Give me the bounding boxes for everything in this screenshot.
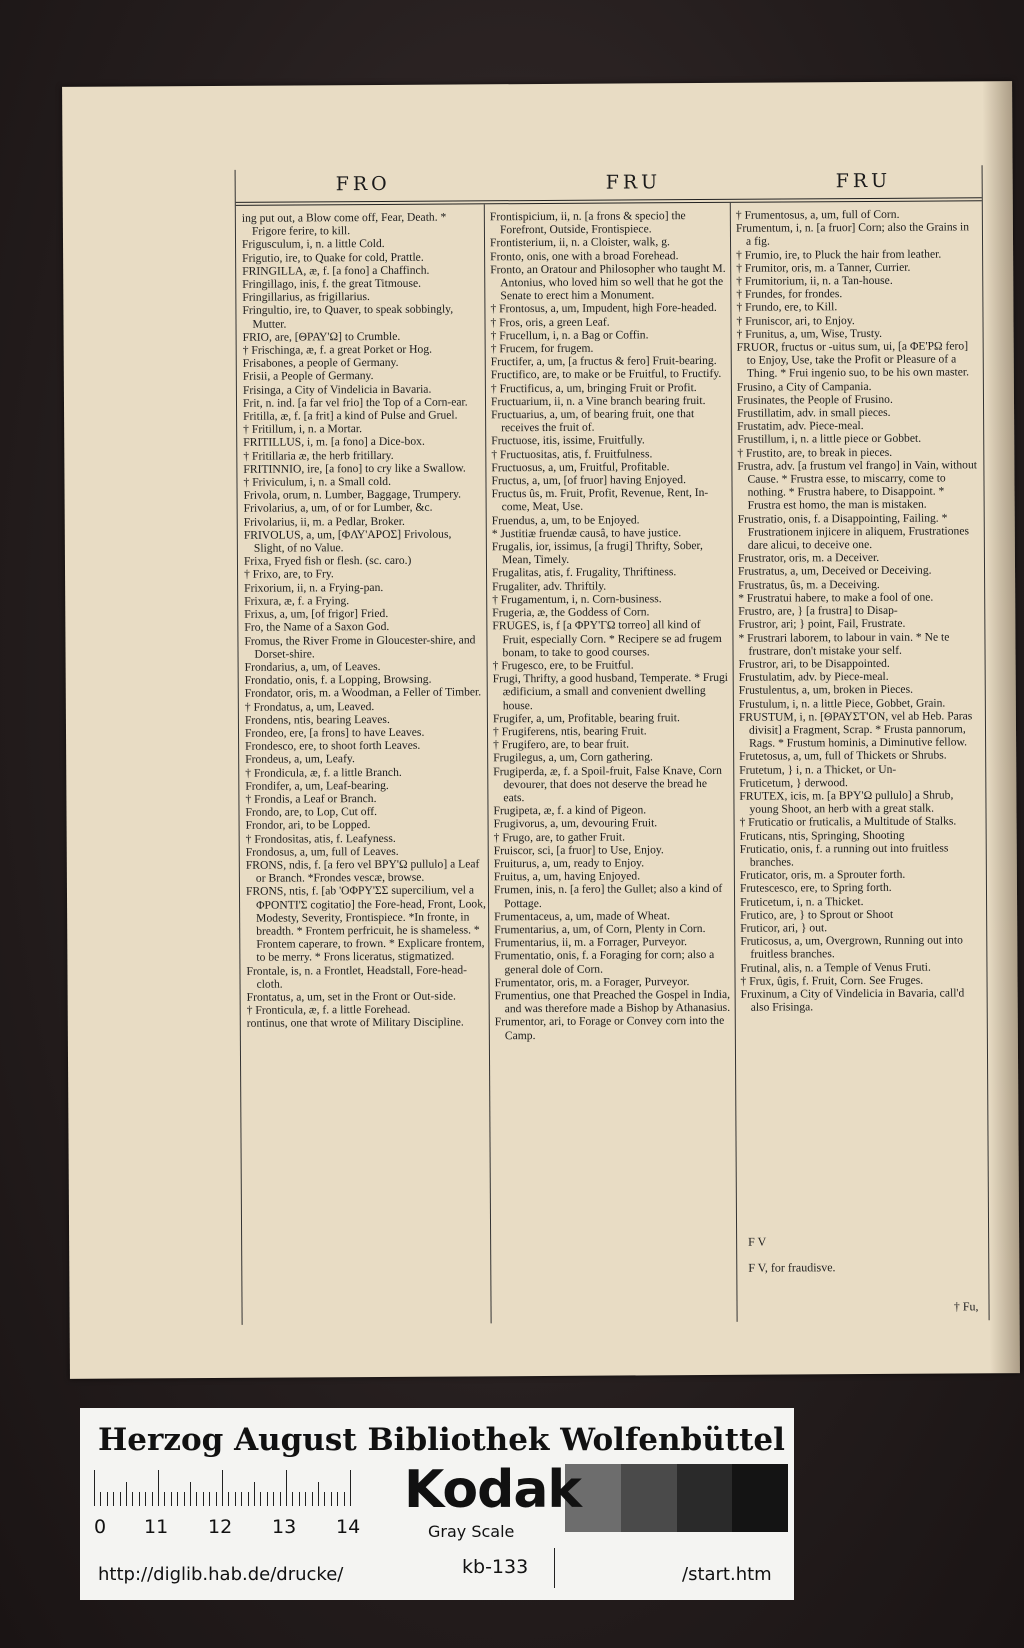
column-middle bbox=[490, 209, 733, 1310]
dictionary-entry: † Frustito, are, to break in pieces. bbox=[737, 445, 893, 460]
ruler-tick bbox=[267, 1492, 268, 1506]
dictionary-entry: Fructuosus, a, um, Fruitful, Profitable. bbox=[491, 460, 670, 475]
dictionary-entry: † Frugiferens, ntis, bearing Fruit. bbox=[492, 724, 647, 739]
ruler-tick bbox=[280, 1492, 281, 1506]
dictionary-entry: * Justitiæ fruendæ causâ, to have justice. bbox=[491, 526, 682, 541]
dictionary-entry: FRUGES, is, f [a ΦΡΥ'ΓΩ torreo] all kind of Fruit, especially Corn. * Recipere se ad frugem bonam, to take to good courses. bbox=[492, 618, 722, 659]
ruler-tick bbox=[222, 1470, 223, 1506]
ruler-tick bbox=[235, 1492, 236, 1506]
dictionary-entry: Fructuarius, a, um, of bearing fruit, one that receives the fruit of. bbox=[491, 407, 695, 435]
dictionary-entry: FRIO, are, [ΘΡΑΥ'Ω] to Crumble. bbox=[242, 329, 401, 344]
library-label bbox=[80, 1408, 794, 1600]
dictionary-entry: rontinus, one that wrote of Military Discipline. bbox=[246, 1015, 464, 1031]
ruler-tick bbox=[286, 1470, 287, 1506]
dictionary-entry: † Frumitorium, ii, n. a Tan-house. bbox=[736, 273, 893, 288]
dictionary-entry: Frisii, a People of Germany. bbox=[242, 369, 374, 384]
dictionary-entry: Frugilegus, a, um, Corn gathering. bbox=[493, 750, 653, 765]
dictionary-entry: Frondosus, a, um, full of Leaves. bbox=[245, 844, 399, 859]
dictionary-entry: Frugivorus, a, um, devouring Fruit. bbox=[493, 816, 658, 831]
dictionary-entry: Frugifer, a, um, Profitable, bearing fruit. bbox=[492, 710, 680, 726]
dictionary-entry: Frumentius, one that Preached the Gospel in India, and was therefore made a Bishop by Athanasius. bbox=[494, 987, 731, 1016]
dictionary-entry: Frixa, Fryed fish or flesh. (sc. caro.) bbox=[243, 554, 412, 569]
gray-swatch bbox=[732, 1464, 788, 1532]
running-head-middle: FRU bbox=[605, 171, 662, 194]
ruler-tick bbox=[318, 1482, 319, 1506]
dictionary-entry: Fructifer, a, um, [a fructus & fero] Fruit-bearing. bbox=[490, 354, 717, 369]
ruler-tick bbox=[184, 1492, 185, 1506]
ruler-tick bbox=[254, 1482, 255, 1506]
dictionary-entry: † Fructificus, a, um, bringing Fruit or Profit. bbox=[490, 380, 697, 395]
dictionary-entry: † Frondis, a Leaf or Branch. bbox=[245, 791, 377, 806]
gray-scale-label: Gray Scale bbox=[428, 1522, 515, 1541]
dictionary-entry: Frustulum, i, n. a little Piece, Gobbet, Grain. bbox=[738, 696, 946, 711]
dictionary-entry: Fro, the Name of a Saxon God. bbox=[244, 620, 390, 635]
dictionary-entry: Frustillum, i, n. a little piece or Gobbet. bbox=[737, 432, 922, 447]
dictionary-entry: Frontispicium, ii, n. [a frons & specio] the Forefront, Outside, Frontispiece. bbox=[489, 209, 686, 237]
dictionary-entry: Fruiscor, sci, [a fruor] to Use, Enjoy. bbox=[493, 843, 664, 858]
ruler-tick bbox=[228, 1492, 229, 1506]
ruler-tick bbox=[350, 1470, 351, 1506]
dictionary-entry: † Frumio, ire, to Pluck the hair from leather. bbox=[736, 247, 942, 262]
dictionary-entry: Fruticetum, } derwood. bbox=[739, 775, 848, 790]
ruler-tick bbox=[344, 1492, 345, 1506]
dictionary-entry: FRONS, ntis, f. [ab 'ΟΦΡΥ'ΣΣ supercilium, vel a ΦΡΟΝΤΙ'Σ cogitatio] the Fore-head, Front, Look, Modesty, Severity, Frontispiece. *In fronte, in breadth. * Frontem perfricuit, he is shameless. * Frontem caperare, to frown. * Explicare frontem, to be merry. * Frons liceratus, stigmatized. bbox=[245, 883, 486, 965]
ruler-tick bbox=[113, 1492, 114, 1506]
dictionary-entry: † Frugo, are, to gather Fruit. bbox=[493, 830, 626, 844]
column-left bbox=[242, 210, 489, 1311]
dictionary-entry: Frondatio, onis, f. a Lopping, Browsing. bbox=[244, 672, 432, 687]
ruler-number: 13 bbox=[272, 1516, 297, 1538]
dictionary-entry: † Fruticatio or fruticalis, a Multitude of Stalks. bbox=[739, 814, 957, 830]
dictionary-entry: † Frucellum, i, n. a Bag or Coffin. bbox=[490, 328, 649, 343]
dictionary-entry: Frustulatim, adv. by Piece-meal. bbox=[738, 669, 889, 684]
dictionary-entry: Fructuarium, ii, n. a Vine branch bearing fruit. bbox=[490, 393, 706, 409]
dictionary-entry: FRITILLUS, i, m. [a fono] a Dice-box. bbox=[243, 435, 425, 450]
ruler-tick bbox=[120, 1492, 121, 1506]
dictionary-entry: Frustratio, onis, f. a Disappointing, Failing. * Frustrationem injicere in aliquem, Frustrationes dare alicui, to deceive one. bbox=[737, 511, 970, 552]
dictionary-entry: Frondator, oris, m. a Woodman, a Feller of Timber. bbox=[244, 685, 482, 701]
scale-ruler bbox=[94, 1470, 364, 1506]
dictionary-entry: FRITINNIO, ire, [a fono] to cry like a Swallow. bbox=[243, 461, 466, 476]
ruler-tick bbox=[241, 1492, 242, 1506]
dictionary-entry: † Frumitor, oris, m. a Tanner, Currier. bbox=[736, 260, 911, 275]
dictionary-entry: Frumentum, i, n. [a fruor] Corn; also the Grains in a fig. bbox=[735, 220, 970, 249]
dictionary-entry: Frustillatim, adv. in small pieces. bbox=[737, 405, 891, 420]
dictionary-entry: FRUOR, fructus or -uitus sum, ui, [a ΦΕ'ΡΩ fero] to Enjoy, Use, take the Profit or Pleasure of a Thing. * Frui ingenio suo, to be his own master. bbox=[736, 339, 970, 381]
dictionary-entry: FRONS, ndis, f. [a fero vel ΒΡΥ'Ω pullulo] a Leaf or Branch. *Frondes vescæ, browse. bbox=[245, 857, 480, 885]
dictionary-entry: Frustulentus, a, um, broken in Pieces. bbox=[738, 683, 914, 698]
catchword: † Fu, bbox=[953, 1299, 979, 1314]
dictionary-entry: Frugalis, ior, issimus, [a frugi] Thrifty, Sober, Mean, Timely. bbox=[491, 539, 703, 567]
dictionary-entry: † Frumentosus, a, um, full of Corn. bbox=[735, 207, 900, 222]
dictionary-entry: Frondens, ntis, bearing Leaves. bbox=[244, 712, 390, 727]
dictionary-entry: Frugalitas, atis, f. Frugality, Thriftiness. bbox=[492, 565, 677, 580]
dictionary-entry: Frixus, a, um, [of frigor] Fried. bbox=[244, 607, 389, 621]
ruler-tick bbox=[177, 1492, 178, 1506]
dictionary-entry: Frisabones, a people of Germany. bbox=[242, 356, 399, 371]
ruler-tick bbox=[209, 1492, 210, 1506]
ruler-tick bbox=[190, 1482, 191, 1506]
ruler-tick bbox=[203, 1492, 204, 1506]
dictionary-entry: Frumentator, oris, m. a Forager, Purveyor. bbox=[494, 974, 690, 990]
dictionary-entry: Frondor, ari, to be Lopped. bbox=[245, 818, 371, 833]
dictionary-entry: † Frux, ûgis, f. Fruit, Corn. See Fruges. bbox=[740, 973, 924, 988]
dictionary-entry: † Frondositas, atis, f. Leafyness. bbox=[245, 831, 396, 846]
dictionary-entry: Fromus, the River Frome in Gloucester-shire, and Dorset-shire. bbox=[244, 632, 476, 661]
dictionary-entry: Fruitus, a, um, having Enjoyed. bbox=[493, 869, 641, 884]
dictionary-entry: Fructus ûs, m. Fruit, Profit, Revenue, Rent, In-come, Meat, Use. bbox=[491, 486, 709, 514]
running-head-left: FRO bbox=[335, 172, 391, 196]
ruler-tick bbox=[171, 1492, 172, 1506]
ruler-number: 14 bbox=[336, 1516, 361, 1538]
dictionary-entry: Frumentarius, a, um, of Corn, Plenty in Corn. bbox=[494, 921, 706, 937]
label-divider bbox=[554, 1548, 555, 1588]
dictionary-entry: Frumentatio, onis, f. a Foraging for corn; also a general dole of Corn. bbox=[494, 948, 715, 976]
dictionary-entry: Fructuose, itis, issime, Fruitfully. bbox=[491, 433, 645, 448]
dictionary-entry: * Frustratui habere, to make a fool of one. bbox=[738, 590, 934, 605]
dictionary-entry: Frisinga, a City of Vindelicia in Bavaria. bbox=[242, 382, 432, 397]
dictionary-entry: Fructus, a, um, [of fruor] having Enjoyed. bbox=[491, 473, 686, 488]
dictionary-entry: Frutetum, } i, n. a Thicket, or Un- bbox=[739, 762, 897, 777]
dictionary-entry: † Friviculum, i, n. a Small cold. bbox=[243, 474, 392, 489]
dictionary-entry: Fructifico, are, to make or be Fruitful, to Fructify. bbox=[490, 367, 722, 382]
dictionary-entry: † Fronticula, æ, f. a little Forehead. bbox=[246, 1002, 411, 1017]
dictionary-entry: Frutinal, alis, n. a Temple of Venus Fruti. bbox=[740, 960, 931, 975]
dictionary-entry: Fruxinum, a City of Vindelicia in Bavaria, call'd also Frisinga. bbox=[740, 986, 965, 1014]
dictionary-entry: Frustratus, ûs, m. a Deceiving. bbox=[738, 577, 880, 592]
dictionary-entry: Frustatim, adv. Piece-meal. bbox=[737, 419, 864, 434]
column-right bbox=[736, 207, 983, 1308]
dictionary-entry: Frugeria, æ, the Goddess of Corn. bbox=[492, 605, 650, 620]
dictionary-entry: Frondifer, a, um, Leaf-bearing. bbox=[245, 778, 389, 793]
dictionary-entry: Frusinates, the People of Frusino. bbox=[736, 392, 893, 407]
ruler-tick bbox=[299, 1492, 300, 1506]
ruler-tick bbox=[100, 1492, 101, 1506]
ruler-tick bbox=[324, 1492, 325, 1506]
label-code: kb-133 bbox=[462, 1556, 529, 1578]
right-last-line: F V, for fraudisve. bbox=[748, 1260, 836, 1275]
dictionary-entry: Fringillago, inis, f. the great Titmouse. bbox=[242, 276, 422, 291]
dictionary-entry: Frumentarius, ii, m. a Forrager, Purveyor. bbox=[494, 935, 688, 950]
url-left: http://diglib.hab.de/drucke/ bbox=[98, 1564, 344, 1585]
dictionary-entry: Frontale, is, n. a Frontlet, Headstall, Fore-head-cloth. bbox=[246, 963, 468, 991]
ruler-tick bbox=[139, 1492, 140, 1506]
dictionary-entry: Frondesco, ere, to shoot forth Leaves. bbox=[245, 738, 421, 753]
dictionary-entry: † Frundo, ere, to Kill. bbox=[736, 300, 838, 315]
dictionary-entry: † Frondatus, a, um, Leaved. bbox=[244, 699, 375, 714]
dictionary-entry: Frugi, Thrifty, a good husband, Temperate. * Frugi ædificium, a small and convenient dwelling house. bbox=[492, 670, 729, 712]
dictionary-entry: Fringultio, ire, to Quaver, to speak sobbingly, Mutter. bbox=[242, 302, 454, 331]
dictionary-entry: Frutetosus, a, um, full of Thickets or Shrubs. bbox=[739, 748, 947, 764]
dictionary-entry: Fruendus, a, um, to be Enjoyed. bbox=[491, 513, 640, 527]
dictionary-entry: Frivolarius, a, um, of or for Lumber, &c. bbox=[243, 501, 433, 516]
dictionary-entry: Frontatus, a, um, set in the Front or Out-side. bbox=[246, 989, 456, 1004]
dictionary-entry: Frigusculum, i, n. a little Cold. bbox=[241, 237, 385, 252]
ruler-tick bbox=[152, 1492, 153, 1506]
dictionary-entry: † Frunitus, a, um, Wise, Trusty. bbox=[736, 326, 883, 341]
ruler-tick bbox=[158, 1470, 159, 1506]
ruler-number: 0 bbox=[94, 1516, 107, 1538]
dictionary-entry: Frondeus, a, um, Leafy. bbox=[245, 752, 355, 767]
kodak-logo: Kodak bbox=[404, 1460, 581, 1520]
dictionary-entry: Fritilla, æ, f. [a frit] a kind of Pulse and Gruel. bbox=[243, 408, 458, 423]
url-right: /start.htm bbox=[682, 1564, 772, 1585]
dictionary-entry: Frivolarius, ii, m. a Pedlar, Broker. bbox=[243, 514, 405, 529]
dictionary-entry: Frondeo, ere, [a frons] to have Leaves. bbox=[244, 725, 425, 740]
gray-swatch bbox=[677, 1464, 733, 1532]
dictionary-entry: Frondarius, a, um, of Leaves. bbox=[244, 659, 381, 674]
ruler-tick bbox=[132, 1492, 133, 1506]
running-head-right: FRU bbox=[835, 169, 892, 193]
dictionary-entry: † Frugesco, ere, to be Fruitful. bbox=[492, 658, 634, 673]
dictionary-entry: Frustro, are, } [a frustra] to Disap- bbox=[738, 603, 898, 618]
dictionary-entry: † Fritillaria æ, the herb fritillary. bbox=[243, 448, 394, 463]
library-name: Herzog August Bibliothek Wolfenbüttel bbox=[98, 1422, 785, 1458]
dictionary-entry: Frusino, a City of Campania. bbox=[736, 379, 872, 394]
dictionary-entry: Frondo, are, to Lop, Cut off. bbox=[245, 805, 378, 819]
dictionary-entry: Frumen, inis, n. [a fero] the Gullet; also a kind of Pottage. bbox=[493, 882, 723, 910]
ruler-tick bbox=[126, 1482, 127, 1506]
dictionary-entry: Frustratus, a, um, Deceived or Deceiving. bbox=[737, 564, 932, 579]
dictionary-entry: Frit, n. ind. [a far vel frio] the Top of a Corn-ear. bbox=[242, 395, 468, 410]
dictionary-entry: ing put out, a Blow come off, Fear, Death. * Frigore ferire, to kill. bbox=[241, 210, 447, 238]
ruler-tick bbox=[248, 1492, 249, 1506]
section-letters: F V bbox=[748, 1234, 767, 1249]
ruler-tick bbox=[337, 1492, 338, 1506]
dictionary-entry: FRUSTUM, i, n. [ΘΡΑΥΣΤ'ΟΝ, vel ab Heb. Paras divisit] a Fragment, Scrap. * Frusta pannorum, Rags. * Frustum hominis, a Diminutive fellow. bbox=[738, 709, 973, 750]
dictionary-entry: Fronto, onis, one with a broad Forehead. bbox=[490, 248, 679, 263]
dictionary-entry: Fruticosus, a, um, Overgrown, Running out into fruitless branches. bbox=[740, 933, 963, 962]
dictionary-entry: Frustror, ari; } point, Fail, Frustrate. bbox=[738, 617, 906, 632]
dictionary-entry: Fringillarius, as frigillarius. bbox=[242, 290, 370, 305]
dictionary-entry: Frixorium, ii, n. a Frying-pan. bbox=[244, 580, 384, 595]
ruler-tick bbox=[331, 1492, 332, 1506]
dictionary-entry: † Frugamentum, i, n. Corn-business. bbox=[492, 592, 662, 607]
ruler-tick bbox=[196, 1492, 197, 1506]
ruler-tick bbox=[94, 1470, 95, 1506]
dictionary-entry: Fruiturus, a, um, ready to Enjoy. bbox=[493, 856, 645, 871]
dictionary-entry: † Frugifero, are, to bear fruit. bbox=[493, 737, 629, 752]
ruler-tick bbox=[312, 1492, 313, 1506]
dictionary-entry: † Fructuositas, atis, f. Fruitfulness. bbox=[491, 446, 653, 461]
ruler-tick bbox=[107, 1492, 108, 1506]
text-block bbox=[235, 165, 990, 1325]
ruler-number: 12 bbox=[208, 1516, 233, 1538]
ruler-number: 11 bbox=[144, 1516, 169, 1538]
header-rule bbox=[236, 197, 982, 206]
dictionary-entry: Fruticetum, i, n. a Thicket. bbox=[740, 894, 864, 909]
dictionary-entry: Frontisterium, ii, n. a Cloister, walk, g. bbox=[489, 235, 670, 250]
kodak-gray-scale bbox=[398, 1460, 788, 1541]
dictionary-entry: Frixura, æ, f. a Frying. bbox=[244, 594, 350, 608]
dictionary-entry: Frustra, adv. [a frustum vel frango] in Vain, without Cause. * Frustra esse, to miscarry, come to nothing. * Frustra habere, to Disappoint. * Frustra est homo, the man is mistaken. bbox=[737, 458, 977, 513]
dictionary-entry: Frugaliter, adv. Thriftily. bbox=[492, 579, 607, 593]
gray-swatch bbox=[621, 1464, 677, 1532]
dictionary-entry: FRINGILLA, æ, f. [a fono] a Chaffinch. bbox=[242, 263, 430, 278]
dictionary-entry: Frutico, are, } to Sprout or Shoot bbox=[740, 907, 894, 922]
dictionary-entry: † Fruniscor, ari, to Enjoy. bbox=[736, 313, 855, 328]
dictionary-entry: † Frixo, are, to Fry. bbox=[244, 567, 334, 582]
dictionary-entry: Frutescesco, ere, to Spring forth. bbox=[739, 881, 892, 896]
dictionary-entry: Frustror, ari, to be Disappointed. bbox=[738, 656, 890, 671]
dictionary-entry: Frugipeta, æ, f. a kind of Pigeon. bbox=[493, 803, 647, 818]
dictionary-entry: Frumentaceus, a, um, made of Wheat. bbox=[494, 908, 671, 924]
ruler-tick bbox=[164, 1492, 165, 1506]
dictionary-entry: † Fritillum, i, n. a Mortar. bbox=[243, 422, 363, 437]
dictionary-entry: Frumentor, ari, to Forage or Convey corn into the Camp. bbox=[494, 1014, 725, 1042]
dictionary-entry: † Frischinga, æ, f. a great Porket or Hog. bbox=[242, 342, 433, 357]
dictionary-entry: † Frontosus, a, um, Impudent, high Fore-headed. bbox=[490, 301, 717, 316]
dictionary-entry: FRUTEX, icis, m. [a ΒΡΥ'Ω pullulo] a Shrub, young Shoot, an herb with a great stalk. bbox=[739, 788, 954, 816]
dictionary-entry: † Fros, oris, a green Leaf. bbox=[490, 315, 610, 329]
dictionary-entry: † Frucem, for frugem. bbox=[490, 341, 594, 356]
dictionary-entry: Frustrator, oris, m. a Deceiver. bbox=[737, 551, 880, 566]
dictionary-entry: Fruticatio, onis, f. a running out into fruitless branches. bbox=[739, 841, 949, 869]
ruler-tick bbox=[260, 1492, 261, 1506]
dictionary-entry: † Frundes, for frondes. bbox=[736, 287, 843, 302]
ruler-tick bbox=[273, 1492, 274, 1506]
ruler-tick bbox=[216, 1492, 217, 1506]
dictionary-entry: Fruticator, oris, m. a Sprouter forth. bbox=[739, 867, 906, 882]
dictionary-entry: † Frondicula, æ, f. a little Branch. bbox=[245, 765, 402, 780]
ruler-tick bbox=[145, 1492, 146, 1506]
dictionary-entry: Frivola, orum, n. Lumber, Baggage, Trumpery. bbox=[243, 487, 462, 503]
dictionary-entry: Frugiperda, æ, f. a Spoil-fruit, False Knave, Corn devourer, that does not deserve the bread he eats. bbox=[493, 763, 722, 805]
book-page bbox=[62, 81, 1020, 1379]
dictionary-entry: FRIVOLUS, a, um, [ΦΛΥ'ΑΡΟΣ] Frivolous, Slight, of no Value. bbox=[243, 527, 452, 555]
dictionary-entry: Frigutio, ire, to Quake for cold, Prattle. bbox=[242, 250, 424, 265]
ruler-tick bbox=[292, 1492, 293, 1506]
ruler-tick bbox=[305, 1492, 306, 1506]
dictionary-entry: * Frustrari laborem, to labour in vain. * Ne te frustrare, don't mistake your self. bbox=[738, 630, 950, 658]
dictionary-entry: Fruticans, ntis, Springing, Shooting bbox=[739, 828, 905, 843]
dictionary-entry: Fruticor, ari, } out. bbox=[740, 921, 828, 935]
dictionary-entry: Fronto, an Oratour and Philosopher who taught M. Antonius, who loved him so well that he got the Senate to erect him a Monument. bbox=[490, 261, 726, 303]
